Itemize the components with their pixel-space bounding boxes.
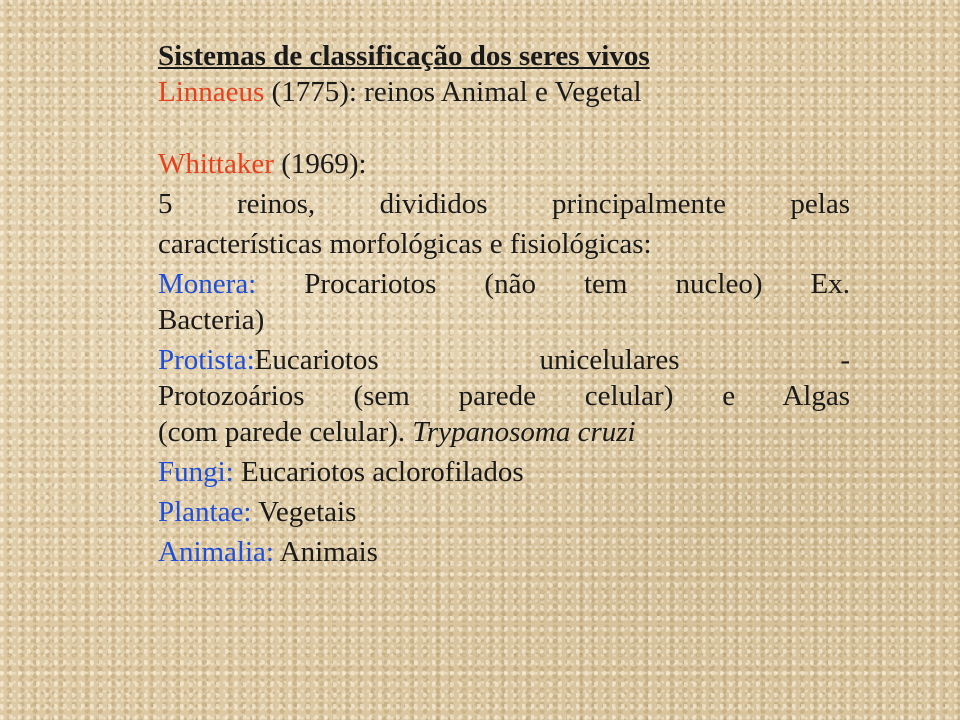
protista-line2: Protozoários (sem parede celular) e Algas	[158, 380, 850, 412]
linnaeus-line	[158, 74, 850, 110]
monera-text: Procariotos (não tem nucleo) Ex.	[256, 268, 850, 300]
plantae-line	[158, 494, 850, 530]
slide-title: Sistemas de classificação dos seres vivos	[158, 40, 650, 72]
monera-line1	[158, 266, 850, 302]
slide-content	[158, 38, 850, 570]
animalia-line	[158, 534, 850, 570]
whittaker-name: Whittaker	[158, 148, 274, 180]
whittaker-text: (1969):	[273, 148, 367, 180]
monera-line2: Bacteria)	[158, 304, 265, 336]
animalia-name: Animalia:	[158, 536, 274, 568]
plantae-name: Plantae:	[158, 496, 252, 528]
spacer	[158, 110, 850, 146]
protista-line3-text: (com parede celular).	[158, 416, 413, 448]
protista-word2: unicelulares	[539, 344, 680, 376]
linnaeus-text: (1775): reinos Animal e Vegetal	[264, 76, 642, 108]
plantae-text: Vegetais	[251, 496, 357, 528]
fungi-text: Eucariotos aclorofilados	[233, 456, 524, 488]
whittaker-desc-line1: 5 reinos, divididos principalmente pelas	[158, 188, 850, 220]
whittaker-desc-line2: características morfológicas e fisiológicas:	[158, 228, 652, 260]
protista-word3: -	[840, 344, 850, 376]
fungi-name: Fungi:	[158, 456, 234, 488]
protista-name: Protista:	[158, 344, 255, 376]
animalia-text: Animais	[273, 536, 378, 568]
whittaker-line	[158, 146, 850, 182]
protista-species: Trypanosoma cruzi	[412, 416, 636, 448]
linnaeus-name: Linnaeus	[158, 76, 265, 108]
protista-line1	[158, 342, 850, 378]
fungi-line	[158, 454, 850, 490]
monera-name: Monera:	[158, 268, 257, 300]
protista-line3	[158, 414, 850, 450]
protista-word1: Eucariotos	[254, 344, 379, 376]
